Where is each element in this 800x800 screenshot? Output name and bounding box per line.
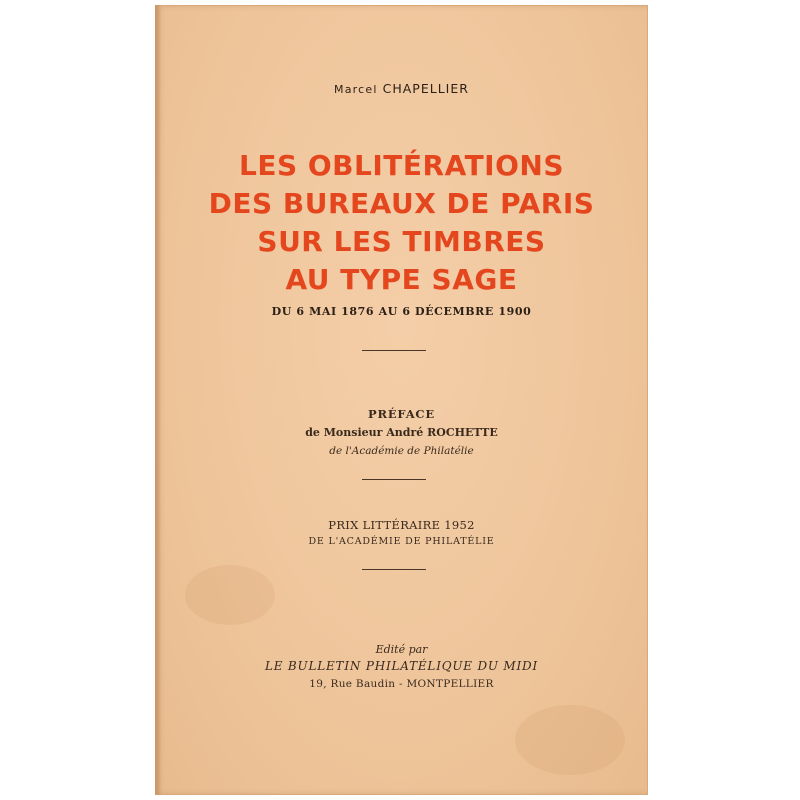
cover-spine-shadow (155, 5, 161, 795)
date-range: DU 6 MAI 1876 AU 6 DÉCEMBRE 1900 (271, 305, 532, 318)
author-last-name: CHAPELLIER (382, 81, 469, 96)
author-first-name: Marcel (334, 83, 378, 96)
book-title (155, 147, 648, 299)
publisher-address (155, 678, 648, 690)
address-city: MONTPELLIER (406, 678, 494, 690)
publisher-name: LE BULLETIN PHILATÉLIQUE DU MIDI (264, 659, 539, 673)
preface-heading: PRÉFACE (368, 407, 435, 421)
preface-author (155, 426, 648, 439)
divider (362, 569, 426, 570)
book-cover (155, 5, 648, 795)
author-name (155, 81, 648, 96)
edited-by: Edité par (375, 643, 428, 656)
divider (362, 350, 426, 351)
divider (362, 479, 426, 480)
preface-author-prefix: de Monsieur André (305, 426, 424, 439)
paper-stain (515, 705, 625, 775)
prize-title: PRIX LITTÉRAIRE 1952 (328, 518, 475, 532)
preface-academy: de l'Académie de Philatélie (329, 445, 474, 457)
title-line: DES BUREAUX DE PARIS (208, 187, 595, 220)
address-street: 19, Rue Baudin - (309, 678, 403, 690)
paper-stain (185, 565, 275, 625)
preface-author-name: ROCHETTE (427, 426, 498, 439)
prize-academy: DE L'ACADÉMIE DE PHILATÉLIE (308, 536, 495, 547)
title-line: AU TYPE SAGE (285, 263, 518, 296)
title-line: SUR LES TIMBRES (257, 225, 546, 258)
title-line: LES OBLITÉRATIONS (239, 149, 564, 182)
